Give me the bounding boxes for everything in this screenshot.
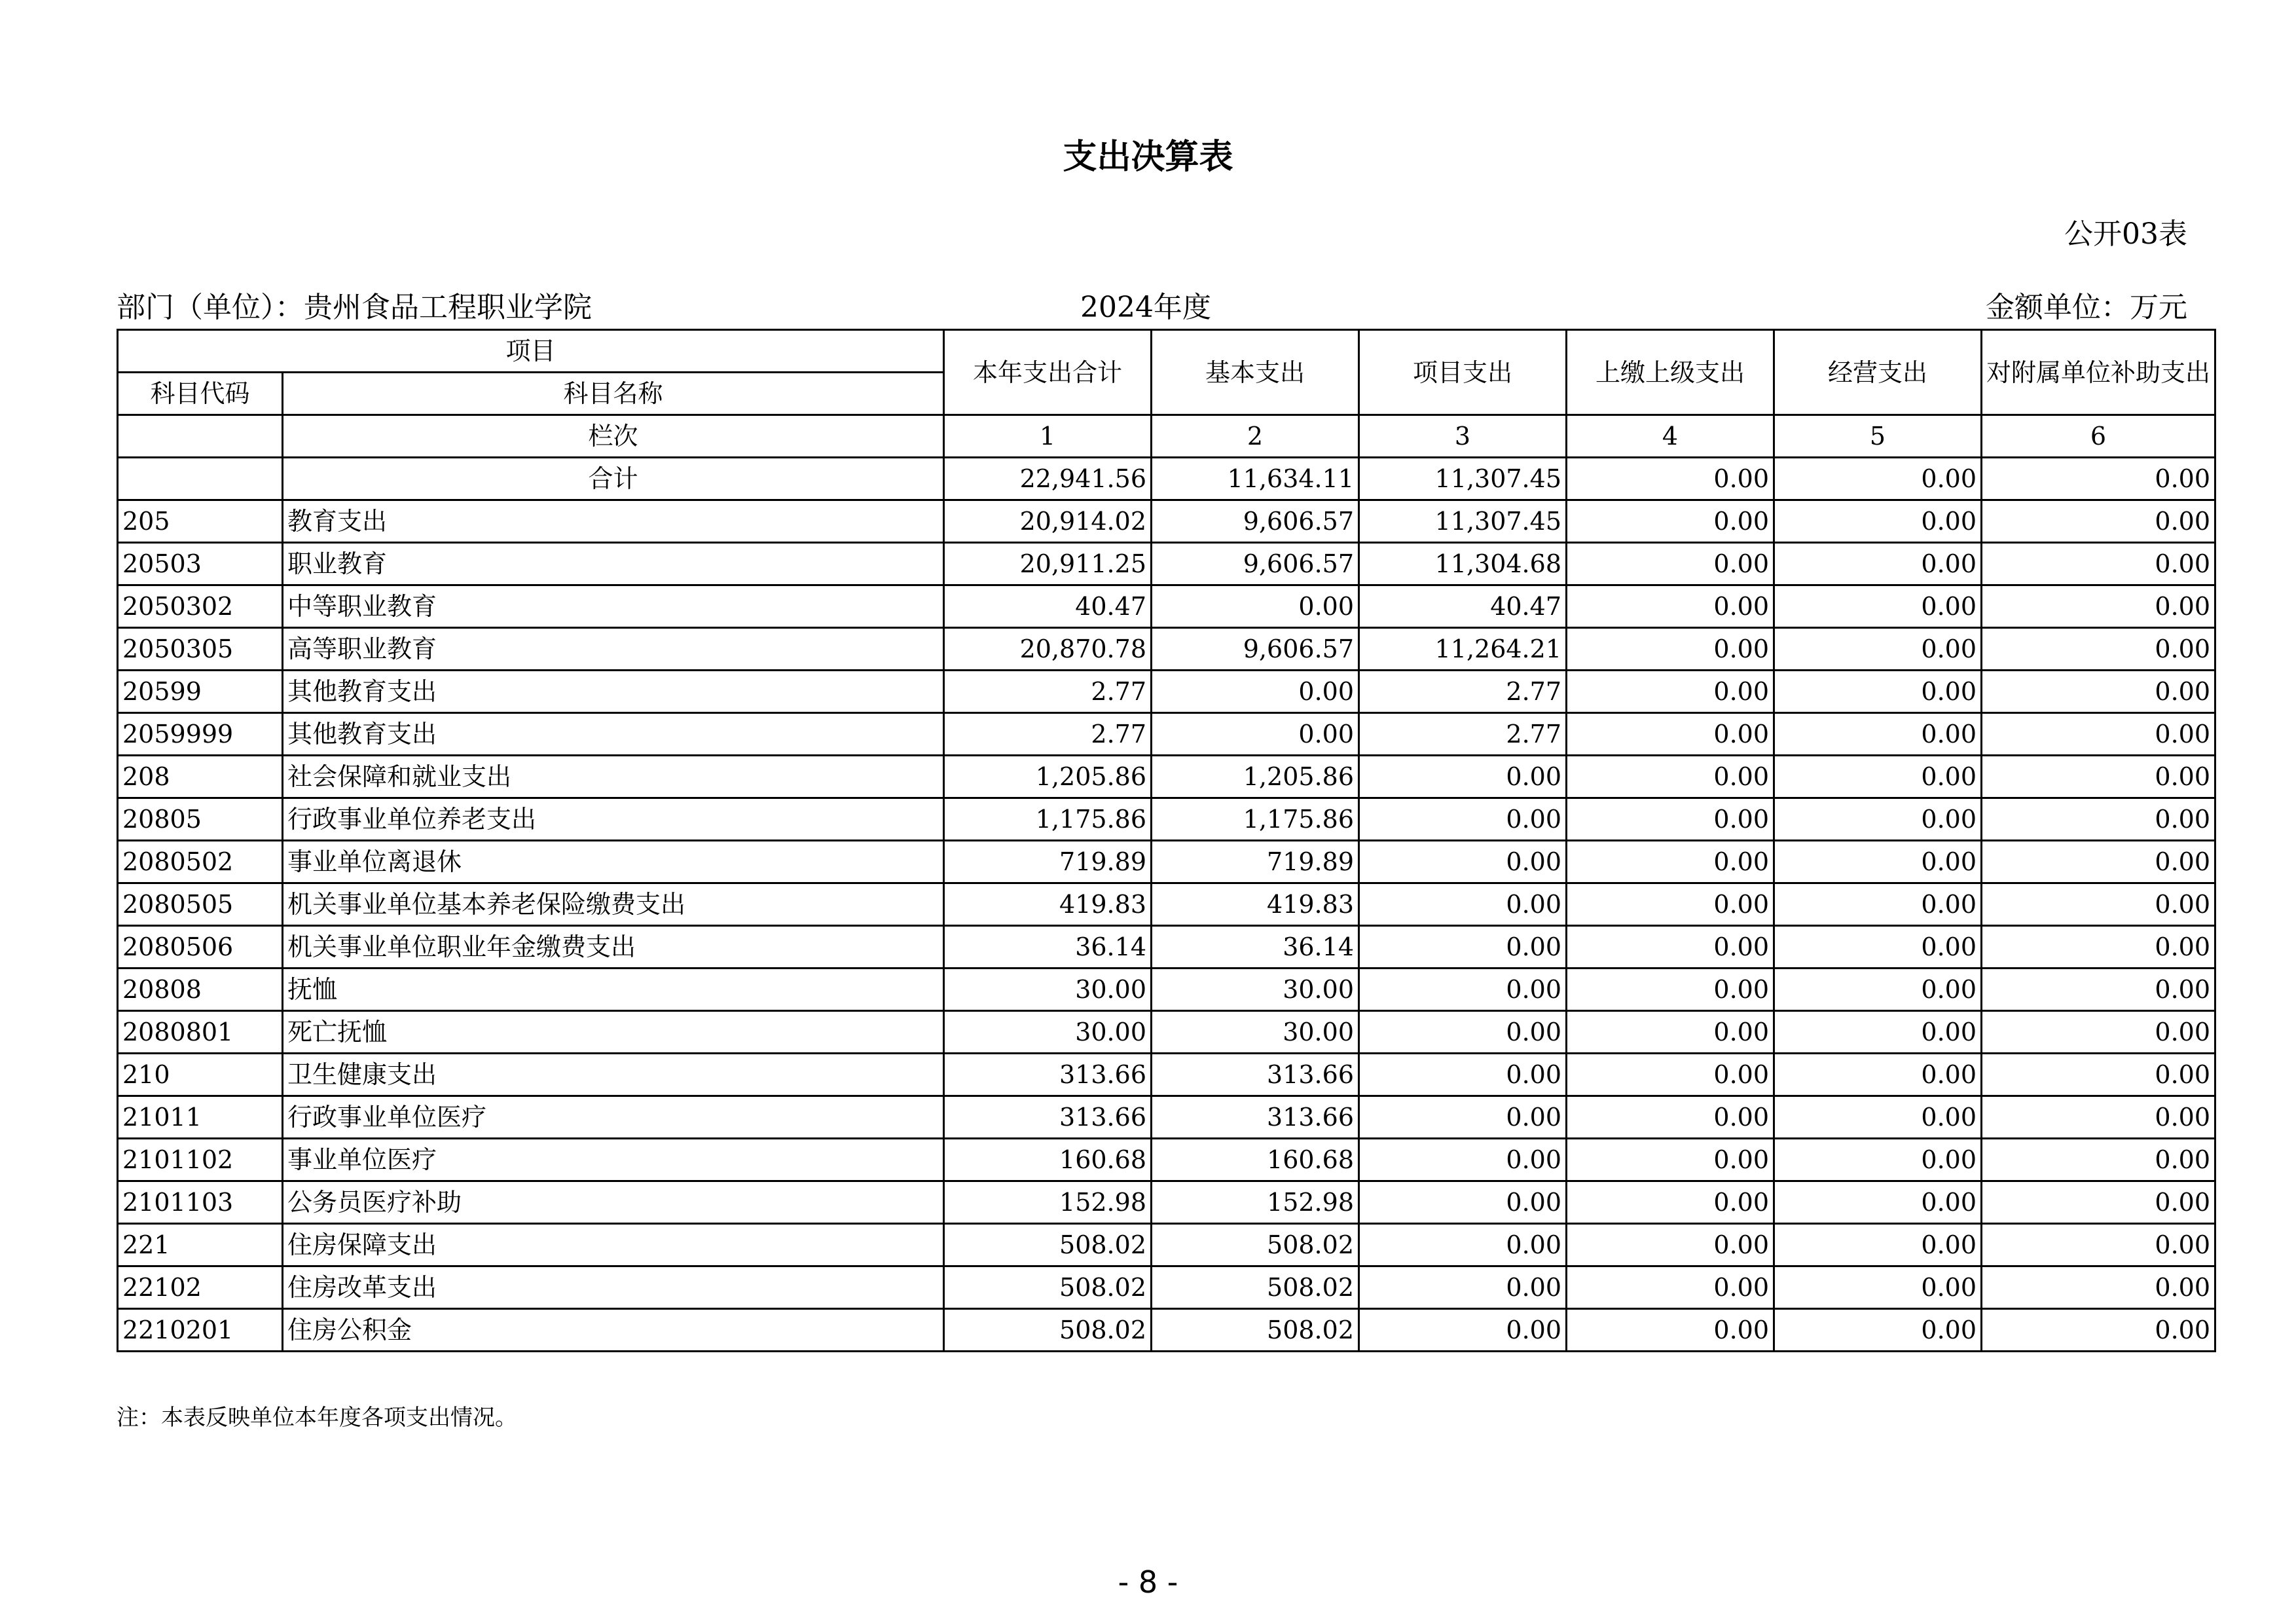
amount-cell: 0.00 <box>1359 841 1567 883</box>
subject-name: 住房公积金 <box>283 1309 944 1352</box>
amount-cell: 0.00 <box>1774 1224 1982 1266</box>
index-row <box>118 415 2215 458</box>
amount-cell: 0.00 <box>1567 756 1774 798</box>
total-value: 11,634.11 <box>1152 458 1359 500</box>
amount-cell: 0.00 <box>1567 1096 1774 1139</box>
amount-cell: 30.00 <box>944 1011 1152 1054</box>
amount-cell: 36.14 <box>1152 926 1359 969</box>
amount-cell: 11,264.21 <box>1359 628 1567 671</box>
subject-name: 行政事业单位养老支出 <box>283 798 944 841</box>
subject-code: 205 <box>118 500 283 543</box>
amount-cell: 0.00 <box>1567 585 1774 628</box>
subject-code: 221 <box>118 1224 283 1266</box>
amount-cell: 36.14 <box>944 926 1152 969</box>
amount-cell: 152.98 <box>1152 1181 1359 1224</box>
amount-cell: 0.00 <box>1359 883 1567 926</box>
amount-cell: 0.00 <box>1774 543 1982 585</box>
amount-cell: 0.00 <box>1982 713 2215 756</box>
fiscal-year: 2024年度 <box>1080 291 1211 324</box>
index-num: 1 <box>944 415 1152 458</box>
amount-cell: 0.00 <box>1982 1181 2215 1224</box>
table-row <box>118 798 2215 841</box>
subject-code: 210 <box>118 1054 283 1096</box>
amount-cell: 0.00 <box>1567 1139 1774 1181</box>
amount-cell: 0.00 <box>1359 756 1567 798</box>
amount-cell: 0.00 <box>1982 1309 2215 1352</box>
table-row <box>118 713 2215 756</box>
amount-cell: 20,870.78 <box>944 628 1152 671</box>
amount-cell: 0.00 <box>1982 1139 2215 1181</box>
amount-cell: 40.47 <box>944 585 1152 628</box>
amount-cell: 160.68 <box>1152 1139 1359 1181</box>
expenditure-table <box>117 329 2216 1352</box>
subject-code: 208 <box>118 756 283 798</box>
subject-name: 行政事业单位医疗 <box>283 1096 944 1139</box>
amount-cell: 0.00 <box>1982 926 2215 969</box>
amount-cell: 0.00 <box>1567 883 1774 926</box>
amount-cell: 0.00 <box>1774 1309 1982 1352</box>
amount-cell: 0.00 <box>1982 671 2215 713</box>
amount-cell: 0.00 <box>1567 798 1774 841</box>
amount-cell: 0.00 <box>1359 1011 1567 1054</box>
table-row <box>118 500 2215 543</box>
header-operating-expenditure: 经营支出 <box>1774 330 1982 415</box>
table-row <box>118 628 2215 671</box>
header-subject-code: 科目代码 <box>118 373 283 415</box>
subject-code: 2059999 <box>118 713 283 756</box>
amount-cell: 0.00 <box>1982 628 2215 671</box>
header-basic-expenditure: 基本支出 <box>1152 330 1359 415</box>
subject-name: 其他教育支出 <box>283 671 944 713</box>
amount-cell: 0.00 <box>1982 969 2215 1011</box>
amount-cell: 1,205.86 <box>1152 756 1359 798</box>
amount-cell: 2.77 <box>1359 671 1567 713</box>
header-total-expenditure: 本年支出合计 <box>944 330 1152 415</box>
subject-name: 职业教育 <box>283 543 944 585</box>
total-value: 22,941.56 <box>944 458 1152 500</box>
table-row <box>118 841 2215 883</box>
amount-cell: 0.00 <box>1359 798 1567 841</box>
amount-cell: 30.00 <box>944 969 1152 1011</box>
amount-cell: 2.77 <box>944 713 1152 756</box>
amount-cell: 0.00 <box>1774 1139 1982 1181</box>
amount-cell: 0.00 <box>1567 1054 1774 1096</box>
subject-code: 20599 <box>118 671 283 713</box>
amount-cell: 0.00 <box>1774 1181 1982 1224</box>
index-num: 3 <box>1359 415 1567 458</box>
amount-cell: 0.00 <box>1774 713 1982 756</box>
amount-cell: 313.66 <box>1152 1096 1359 1139</box>
subject-code: 22102 <box>118 1266 283 1309</box>
amount-cell: 0.00 <box>1359 926 1567 969</box>
subject-code: 2080502 <box>118 841 283 883</box>
amount-cell: 0.00 <box>1774 1054 1982 1096</box>
amount-cell: 1,175.86 <box>944 798 1152 841</box>
table-row <box>118 969 2215 1011</box>
amount-cell: 40.47 <box>1359 585 1567 628</box>
table-note: 注：本表反映单位本年度各项支出情况。 <box>117 1405 517 1431</box>
table-row <box>118 543 2215 585</box>
subject-name: 其他教育支出 <box>283 713 944 756</box>
subject-name: 事业单位离退休 <box>283 841 944 883</box>
index-num: 6 <box>1982 415 2215 458</box>
table-row <box>118 1096 2215 1139</box>
header-subsidiary-subsidy: 对附属单位补助支出 <box>1982 330 2215 415</box>
subject-code: 2080506 <box>118 926 283 969</box>
total-empty-cell <box>118 458 283 500</box>
amount-cell: 0.00 <box>1567 628 1774 671</box>
amount-cell: 508.02 <box>1152 1266 1359 1309</box>
amount-cell: 0.00 <box>1774 1266 1982 1309</box>
amount-cell: 11,307.45 <box>1359 500 1567 543</box>
table-row <box>118 1224 2215 1266</box>
amount-cell: 0.00 <box>1567 1266 1774 1309</box>
amount-cell: 0.00 <box>1982 1096 2215 1139</box>
amount-cell: 0.00 <box>1567 671 1774 713</box>
subject-code: 2101103 <box>118 1181 283 1224</box>
amount-cell: 0.00 <box>1359 1096 1567 1139</box>
amount-cell: 0.00 <box>1774 500 1982 543</box>
total-value: 0.00 <box>1567 458 1774 500</box>
amount-cell: 0.00 <box>1359 969 1567 1011</box>
table-row <box>118 926 2215 969</box>
amount-cell: 0.00 <box>1567 500 1774 543</box>
form-id: 公开03表 <box>2064 217 2187 251</box>
table-row <box>118 1309 2215 1352</box>
amount-cell: 0.00 <box>1359 1181 1567 1224</box>
total-value: 11,307.45 <box>1359 458 1567 500</box>
subject-name: 事业单位医疗 <box>283 1139 944 1181</box>
amount-cell: 0.00 <box>1982 543 2215 585</box>
amount-cell: 0.00 <box>1982 1011 2215 1054</box>
amount-cell: 0.00 <box>1982 585 2215 628</box>
subject-name: 社会保障和就业支出 <box>283 756 944 798</box>
amount-cell: 0.00 <box>1982 756 2215 798</box>
amount-cell: 9,606.57 <box>1152 628 1359 671</box>
amount-cell: 719.89 <box>944 841 1152 883</box>
amount-cell: 9,606.57 <box>1152 543 1359 585</box>
amount-cell: 20,914.02 <box>944 500 1152 543</box>
subject-name: 机关事业单位职业年金缴费支出 <box>283 926 944 969</box>
header-item: 项目 <box>118 330 944 373</box>
amount-cell: 0.00 <box>1152 713 1359 756</box>
subject-code: 20503 <box>118 543 283 585</box>
table-row <box>118 1266 2215 1309</box>
index-label: 栏次 <box>283 415 944 458</box>
amount-cell: 0.00 <box>1774 671 1982 713</box>
header-project-expenditure: 项目支出 <box>1359 330 1567 415</box>
amount-cell: 0.00 <box>1982 1224 2215 1266</box>
amount-cell: 11,304.68 <box>1359 543 1567 585</box>
amount-cell: 0.00 <box>1567 969 1774 1011</box>
table-row <box>118 585 2215 628</box>
subject-code: 2050305 <box>118 628 283 671</box>
subject-code: 20808 <box>118 969 283 1011</box>
index-num: 5 <box>1774 415 1982 458</box>
amount-cell: 0.00 <box>1152 671 1359 713</box>
amount-cell: 0.00 <box>1982 1266 2215 1309</box>
amount-cell: 2.77 <box>1359 713 1567 756</box>
amount-cell: 0.00 <box>1567 1309 1774 1352</box>
table-row <box>118 1054 2215 1096</box>
amount-cell: 2.77 <box>944 671 1152 713</box>
table-row <box>118 671 2215 713</box>
index-num: 2 <box>1152 415 1359 458</box>
amount-cell: 1,205.86 <box>944 756 1152 798</box>
amount-cell: 0.00 <box>1982 1054 2215 1096</box>
index-num: 4 <box>1567 415 1774 458</box>
amount-cell: 152.98 <box>944 1181 1152 1224</box>
subject-name: 中等职业教育 <box>283 585 944 628</box>
page-title: 支出决算表 <box>1063 138 1233 177</box>
amount-cell: 508.02 <box>944 1224 1152 1266</box>
subject-code: 20805 <box>118 798 283 841</box>
amount-cell: 0.00 <box>1567 713 1774 756</box>
amount-cell: 160.68 <box>944 1139 1152 1181</box>
amount-cell: 0.00 <box>1774 969 1982 1011</box>
amount-cell: 0.00 <box>1774 926 1982 969</box>
subject-name: 公务员医疗补助 <box>283 1181 944 1224</box>
total-row <box>118 458 2215 500</box>
amount-cell: 419.83 <box>944 883 1152 926</box>
header-subject-name: 科目名称 <box>283 373 944 415</box>
amount-cell: 0.00 <box>1774 798 1982 841</box>
subject-name: 住房改革支出 <box>283 1266 944 1309</box>
amount-cell: 419.83 <box>1152 883 1359 926</box>
subject-name: 住房保障支出 <box>283 1224 944 1266</box>
amount-cell: 719.89 <box>1152 841 1359 883</box>
amount-cell: 0.00 <box>1774 883 1982 926</box>
subject-name: 卫生健康支出 <box>283 1054 944 1096</box>
amount-cell: 0.00 <box>1774 628 1982 671</box>
amount-cell: 0.00 <box>1982 841 2215 883</box>
amount-cell: 1,175.86 <box>1152 798 1359 841</box>
amount-cell: 30.00 <box>1152 969 1359 1011</box>
amount-cell: 0.00 <box>1567 1181 1774 1224</box>
table-row <box>118 883 2215 926</box>
subject-code: 2101102 <box>118 1139 283 1181</box>
amount-cell: 20,911.25 <box>944 543 1152 585</box>
subject-name: 抚恤 <box>283 969 944 1011</box>
subject-name: 教育支出 <box>283 500 944 543</box>
department-label: 部门（单位）：贵州食品工程职业学院 <box>117 291 592 324</box>
header-row-1 <box>118 330 2215 373</box>
table-row <box>118 1181 2215 1224</box>
amount-cell: 9,606.57 <box>1152 500 1359 543</box>
amount-cell: 0.00 <box>1567 841 1774 883</box>
amount-cell: 0.00 <box>1774 1096 1982 1139</box>
amount-cell: 0.00 <box>1774 841 1982 883</box>
amount-cell: 508.02 <box>1152 1309 1359 1352</box>
table-row <box>118 1139 2215 1181</box>
subject-name: 死亡抚恤 <box>283 1011 944 1054</box>
amount-cell: 0.00 <box>1359 1139 1567 1181</box>
amount-cell: 0.00 <box>1567 1224 1774 1266</box>
total-value: 0.00 <box>1774 458 1982 500</box>
amount-cell: 313.66 <box>944 1096 1152 1139</box>
amount-cell: 0.00 <box>1359 1054 1567 1096</box>
amount-cell: 508.02 <box>944 1266 1152 1309</box>
amount-unit: 金额单位：万元 <box>1986 291 2187 324</box>
subject-code: 21011 <box>118 1096 283 1139</box>
table-row <box>118 1011 2215 1054</box>
total-label: 合计 <box>283 458 944 500</box>
amount-cell: 0.00 <box>1567 543 1774 585</box>
subject-code: 2050302 <box>118 585 283 628</box>
amount-cell: 0.00 <box>1982 798 2215 841</box>
amount-cell: 30.00 <box>1152 1011 1359 1054</box>
amount-cell: 0.00 <box>1152 585 1359 628</box>
amount-cell: 0.00 <box>1359 1309 1567 1352</box>
amount-cell: 508.02 <box>944 1309 1152 1352</box>
subject-code: 2080801 <box>118 1011 283 1054</box>
amount-cell: 0.00 <box>1359 1224 1567 1266</box>
subject-name: 高等职业教育 <box>283 628 944 671</box>
header-remit-upper-expenditure: 上缴上级支出 <box>1567 330 1774 415</box>
total-value: 0.00 <box>1982 458 2215 500</box>
amount-cell: 0.00 <box>1982 500 2215 543</box>
subject-name: 机关事业单位基本养老保险缴费支出 <box>283 883 944 926</box>
amount-cell: 0.00 <box>1774 1011 1982 1054</box>
amount-cell: 313.66 <box>944 1054 1152 1096</box>
amount-cell: 313.66 <box>1152 1054 1359 1096</box>
subject-code: 2080505 <box>118 883 283 926</box>
subject-code: 2210201 <box>118 1309 283 1352</box>
amount-cell: 0.00 <box>1567 1011 1774 1054</box>
amount-cell: 0.00 <box>1567 926 1774 969</box>
index-empty-cell <box>118 415 283 458</box>
amount-cell: 0.00 <box>1359 1266 1567 1309</box>
amount-cell: 0.00 <box>1774 585 1982 628</box>
table-row <box>118 756 2215 798</box>
amount-cell: 0.00 <box>1982 883 2215 926</box>
amount-cell: 0.00 <box>1774 756 1982 798</box>
amount-cell: 508.02 <box>1152 1224 1359 1266</box>
page-number: - 8 - <box>1118 1564 1178 1600</box>
